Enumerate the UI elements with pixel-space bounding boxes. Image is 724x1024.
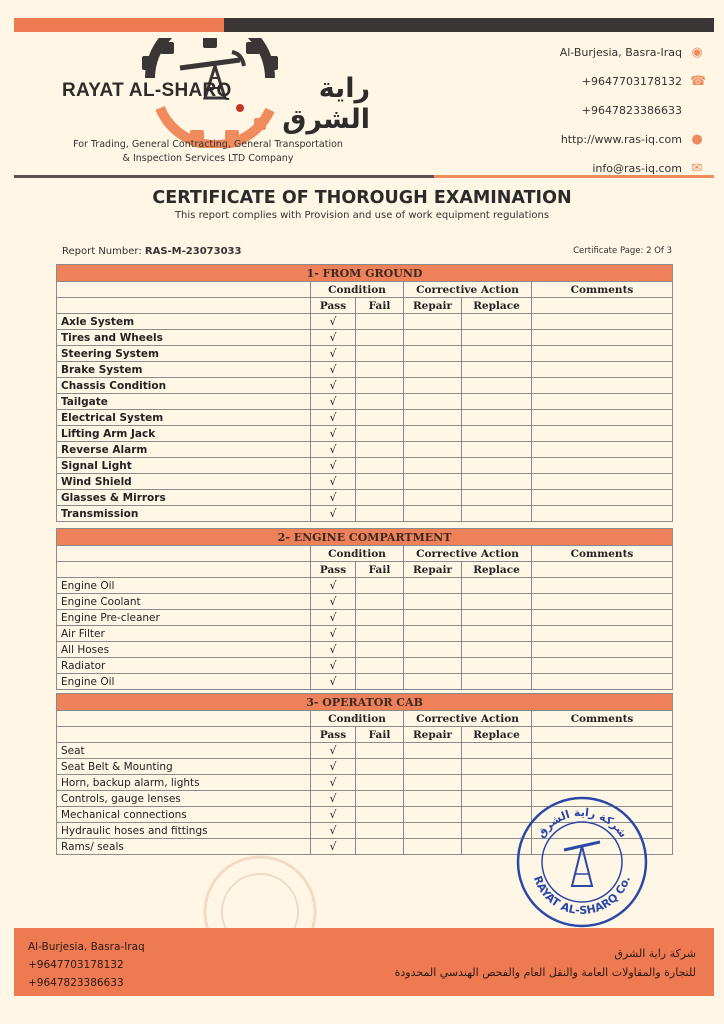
footer-bar (14, 928, 714, 996)
item-label: Signal Light (57, 458, 311, 474)
item-label: Wind Shield (57, 474, 311, 490)
pass-check: √ (311, 791, 356, 807)
replace-cell (462, 442, 532, 458)
contact-website[interactable] (464, 125, 704, 154)
comments-cell (532, 458, 673, 474)
table-row (57, 346, 673, 362)
comments-header: Comments (532, 282, 673, 298)
fail-cell (356, 490, 404, 506)
report-number-label: Report Number: (62, 246, 142, 257)
comments-cell (532, 626, 673, 642)
fail-cell (356, 642, 404, 658)
comments-cell (532, 610, 673, 626)
comments-cell (532, 578, 673, 594)
pass-header: Pass (311, 562, 356, 578)
table-row (57, 378, 673, 394)
repair-header: Repair (404, 298, 462, 314)
replace-header: Replace (462, 562, 532, 578)
repair-cell (404, 426, 462, 442)
corrective-action-header: Corrective Action (404, 282, 532, 298)
fail-cell (356, 362, 404, 378)
repair-header: Repair (404, 727, 462, 743)
blank-cell (532, 298, 673, 314)
table-row (57, 610, 673, 626)
footer-address: Al-Burjesia, Basra-Iraq (28, 941, 145, 953)
replace-cell (462, 426, 532, 442)
item-label: Rams/ seals (57, 839, 311, 855)
table-row (57, 775, 673, 791)
comments-cell (532, 474, 673, 490)
pass-check: √ (311, 330, 356, 346)
comments-cell (532, 743, 673, 759)
table-row (57, 578, 673, 594)
comments-cell (532, 362, 673, 378)
repair-cell (404, 410, 462, 426)
item-label: Seat Belt & Mounting (57, 759, 311, 775)
contact-phone-1[interactable] (464, 67, 707, 96)
repair-cell (404, 759, 462, 775)
repair-cell (404, 330, 462, 346)
fail-cell (356, 658, 404, 674)
header-bar (14, 18, 714, 32)
table-row (57, 458, 673, 474)
item-label: Glasses & Mirrors (57, 490, 311, 506)
table-row (57, 674, 673, 690)
item-label: Transmission (57, 506, 311, 522)
repair-cell (404, 642, 462, 658)
table-row (57, 594, 673, 610)
footer-company-ar (395, 944, 696, 982)
fail-cell (356, 759, 404, 775)
fail-cell (356, 474, 404, 490)
pass-check: √ (311, 775, 356, 791)
replace-cell (462, 410, 532, 426)
item-label: Hydraulic hoses and fittings (57, 823, 311, 839)
fail-cell (356, 378, 404, 394)
item-label: Chassis Condition (57, 378, 311, 394)
item-label: Horn, backup alarm, lights (57, 775, 311, 791)
company-logo (40, 38, 370, 148)
table-row (57, 506, 673, 522)
comments-cell (532, 426, 673, 442)
fail-cell (356, 626, 404, 642)
corrective-action-header: Corrective Action (404, 711, 532, 727)
contact-list (464, 38, 707, 183)
fail-cell (356, 442, 404, 458)
corrective-action-header: Corrective Action (404, 546, 532, 562)
report-number-value: RAS-M-23073033 (144, 246, 242, 257)
pass-check: √ (311, 394, 356, 410)
item-label: Tailgate (57, 394, 311, 410)
blank-cell (57, 546, 311, 562)
stamp-text-ar: شركة راية الشرق (534, 805, 630, 841)
repair-cell (404, 474, 462, 490)
fail-cell (356, 791, 404, 807)
repair-cell (404, 674, 462, 690)
fail-cell (356, 743, 404, 759)
replace-cell (462, 362, 532, 378)
tagline-line-1: For Trading, General Contracting, General Transportation (73, 139, 343, 150)
replace-cell (462, 378, 532, 394)
pass-check: √ (311, 642, 356, 658)
pass-check: √ (311, 442, 356, 458)
company-tagline (58, 138, 358, 166)
repair-cell (404, 610, 462, 626)
pass-check: √ (311, 743, 356, 759)
item-label: Controls, gauge lenses (57, 791, 311, 807)
table-row (57, 362, 673, 378)
repair-cell (404, 658, 462, 674)
section-from-ground-table (56, 264, 673, 522)
condition-header: Condition (311, 282, 404, 298)
replace-cell (462, 314, 532, 330)
pass-check: √ (311, 578, 356, 594)
pass-check: √ (311, 626, 356, 642)
comments-cell (532, 594, 673, 610)
blank-cell (57, 298, 311, 314)
table-row (57, 759, 673, 775)
fail-cell (356, 610, 404, 626)
replace-cell (462, 658, 532, 674)
fail-cell (356, 674, 404, 690)
brand-name-ar: راية الشرق (282, 73, 370, 135)
contact-spacer (690, 104, 704, 118)
contact-address-text: Al-Burjesia, Basra-Iraq (559, 46, 682, 59)
table-row (57, 658, 673, 674)
table-row (57, 330, 673, 346)
document-subtitle: This report complies with Provision and use of work equipment regulations (174, 210, 550, 221)
fail-cell (356, 330, 404, 346)
pass-check: √ (311, 490, 356, 506)
report-number (62, 246, 241, 257)
section-engine-compartment-table (56, 528, 673, 690)
item-label: Tires and Wheels (57, 330, 311, 346)
table-row (57, 410, 673, 426)
repair-header: Repair (404, 562, 462, 578)
pass-check: √ (311, 458, 356, 474)
contact-phone-1-text: +9647703178132 (581, 75, 682, 88)
item-label: Engine Oil (57, 674, 311, 690)
blank-cell (57, 727, 311, 743)
pass-check: √ (311, 346, 356, 362)
item-label: Lifting Arm Jack (57, 426, 311, 442)
location-pin-icon: ◉ (691, 44, 703, 60)
table-row (57, 426, 673, 442)
header-divider-dark (14, 175, 434, 178)
repair-cell (404, 314, 462, 330)
section-title: 3- OPERATOR CAB (57, 694, 673, 711)
fail-cell (356, 807, 404, 823)
comments-cell (532, 346, 673, 362)
condition-header: Condition (311, 711, 404, 727)
replace-cell (462, 743, 532, 759)
footer-ar-line-1: شركة راية الشرق (614, 947, 696, 960)
footer-contacts (28, 938, 145, 992)
blank-cell (57, 562, 311, 578)
replace-cell (462, 759, 532, 775)
repair-cell (404, 791, 462, 807)
pass-check: √ (311, 474, 356, 490)
item-label: Electrical System (57, 410, 311, 426)
fail-cell (356, 823, 404, 839)
repair-cell (404, 362, 462, 378)
pass-header: Pass (311, 298, 356, 314)
pass-check: √ (311, 807, 356, 823)
table-row (57, 442, 673, 458)
comments-cell (532, 442, 673, 458)
brand-name-en: RAYAT AL-SHARQ (62, 80, 232, 101)
item-label: Engine Oil (57, 578, 311, 594)
item-label: Air Filter (57, 626, 311, 642)
repair-cell (404, 775, 462, 791)
table-row (57, 490, 673, 506)
fail-cell (356, 394, 404, 410)
contact-address (464, 38, 704, 67)
pass-check: √ (311, 426, 356, 442)
footer-phone-2[interactable]: +9647823386633 (28, 977, 124, 989)
item-label: Brake System (57, 362, 311, 378)
pass-check: √ (311, 362, 356, 378)
table-row (57, 314, 673, 330)
repair-cell (404, 378, 462, 394)
fail-cell (356, 410, 404, 426)
repair-cell (404, 442, 462, 458)
repair-cell (404, 807, 462, 823)
replace-cell (462, 458, 532, 474)
pass-check: √ (311, 410, 356, 426)
fail-header: Fail (356, 298, 404, 314)
comments-cell (532, 674, 673, 690)
item-label: All Hoses (57, 642, 311, 658)
replace-cell (462, 474, 532, 490)
repair-cell (404, 458, 462, 474)
repair-cell (404, 839, 462, 855)
fail-cell (356, 594, 404, 610)
phone-icon: ☎ (690, 73, 707, 89)
replace-cell (462, 578, 532, 594)
table-row (57, 743, 673, 759)
fail-cell (356, 775, 404, 791)
item-label: Engine Coolant (57, 594, 311, 610)
section-title: 1- FROM GROUND (57, 265, 673, 282)
contact-phone-2-text: +9647823386633 (581, 104, 682, 117)
pass-check: √ (311, 839, 356, 855)
footer-ar-line-2: للتجارة والمقاولات العامة والنقل العام والفحص الهندسي المحدودة (394, 966, 696, 979)
comments-cell (532, 658, 673, 674)
comments-cell (532, 410, 673, 426)
fail-cell (356, 506, 404, 522)
table-row (57, 394, 673, 410)
comments-cell (532, 642, 673, 658)
replace-header: Replace (462, 727, 532, 743)
contact-website-text: http://www.ras-iq.com (560, 133, 682, 146)
fail-cell (356, 578, 404, 594)
tagline-line-2: & Inspection Services LTD Company (122, 153, 294, 164)
comments-cell (532, 330, 673, 346)
comments-cell (532, 490, 673, 506)
item-label: Reverse Alarm (57, 442, 311, 458)
pass-check: √ (311, 610, 356, 626)
item-label: Axle System (57, 314, 311, 330)
repair-cell (404, 743, 462, 759)
pass-check: √ (311, 314, 356, 330)
blank-cell (57, 282, 311, 298)
fail-header: Fail (356, 727, 404, 743)
comments-cell (532, 394, 673, 410)
comments-header: Comments (532, 546, 673, 562)
repair-cell (404, 626, 462, 642)
contact-phone-2[interactable] (464, 96, 704, 125)
pass-check: √ (311, 378, 356, 394)
contact-email-text: info@ras-iq.com (592, 162, 682, 175)
item-label: Radiator (57, 658, 311, 674)
header-bar-accent (14, 18, 224, 32)
comments-cell (532, 378, 673, 394)
mail-icon: ✉ (691, 160, 703, 176)
company-stamp (514, 794, 650, 930)
replace-cell (462, 626, 532, 642)
section-title: 2- ENGINE COMPARTMENT (57, 529, 673, 546)
repair-cell (404, 490, 462, 506)
table-row (57, 642, 673, 658)
comments-cell (532, 314, 673, 330)
item-label: Mechanical connections (57, 807, 311, 823)
fail-cell (356, 314, 404, 330)
repair-cell (404, 823, 462, 839)
fail-header: Fail (356, 562, 404, 578)
fail-cell (356, 458, 404, 474)
stamp-text-en: RAYAT AL-SHARQ Co. (530, 874, 634, 918)
repair-cell (404, 594, 462, 610)
contact-email[interactable] (464, 154, 704, 183)
fail-cell (356, 839, 404, 855)
pass-check: √ (311, 506, 356, 522)
replace-cell (462, 330, 532, 346)
globe-icon: ● (691, 131, 703, 147)
fail-cell (356, 426, 404, 442)
comments-header: Comments (532, 711, 673, 727)
item-label: Engine Pre-cleaner (57, 610, 311, 626)
repair-cell (404, 506, 462, 522)
comments-cell (532, 506, 673, 522)
replace-cell (462, 506, 532, 522)
pass-check: √ (311, 823, 356, 839)
comments-cell (532, 759, 673, 775)
pass-check: √ (311, 658, 356, 674)
repair-cell (404, 394, 462, 410)
certificate-page-info: Certificate Page: 2 Of 3 (573, 246, 672, 256)
repair-cell (404, 578, 462, 594)
fail-cell (356, 346, 404, 362)
replace-cell (462, 346, 532, 362)
comments-cell (532, 775, 673, 791)
pass-header: Pass (311, 727, 356, 743)
pass-check: √ (311, 594, 356, 610)
item-label: Steering System (57, 346, 311, 362)
table-row (57, 474, 673, 490)
replace-cell (462, 775, 532, 791)
item-label: Seat (57, 743, 311, 759)
blank-cell (532, 727, 673, 743)
blank-cell (57, 711, 311, 727)
replace-cell (462, 490, 532, 506)
replace-header: Replace (462, 298, 532, 314)
pass-check: √ (311, 674, 356, 690)
document-title: CERTIFICATE OF THOROUGH EXAMINATION (152, 188, 572, 208)
replace-cell (462, 610, 532, 626)
table-row (57, 626, 673, 642)
blank-cell (532, 562, 673, 578)
repair-cell (404, 346, 462, 362)
condition-header: Condition (311, 546, 404, 562)
footer-phone-1[interactable]: +9647703178132 (28, 959, 124, 971)
replace-cell (462, 394, 532, 410)
replace-cell (462, 674, 532, 690)
replace-cell (462, 594, 532, 610)
pass-check: √ (311, 759, 356, 775)
replace-cell (462, 642, 532, 658)
